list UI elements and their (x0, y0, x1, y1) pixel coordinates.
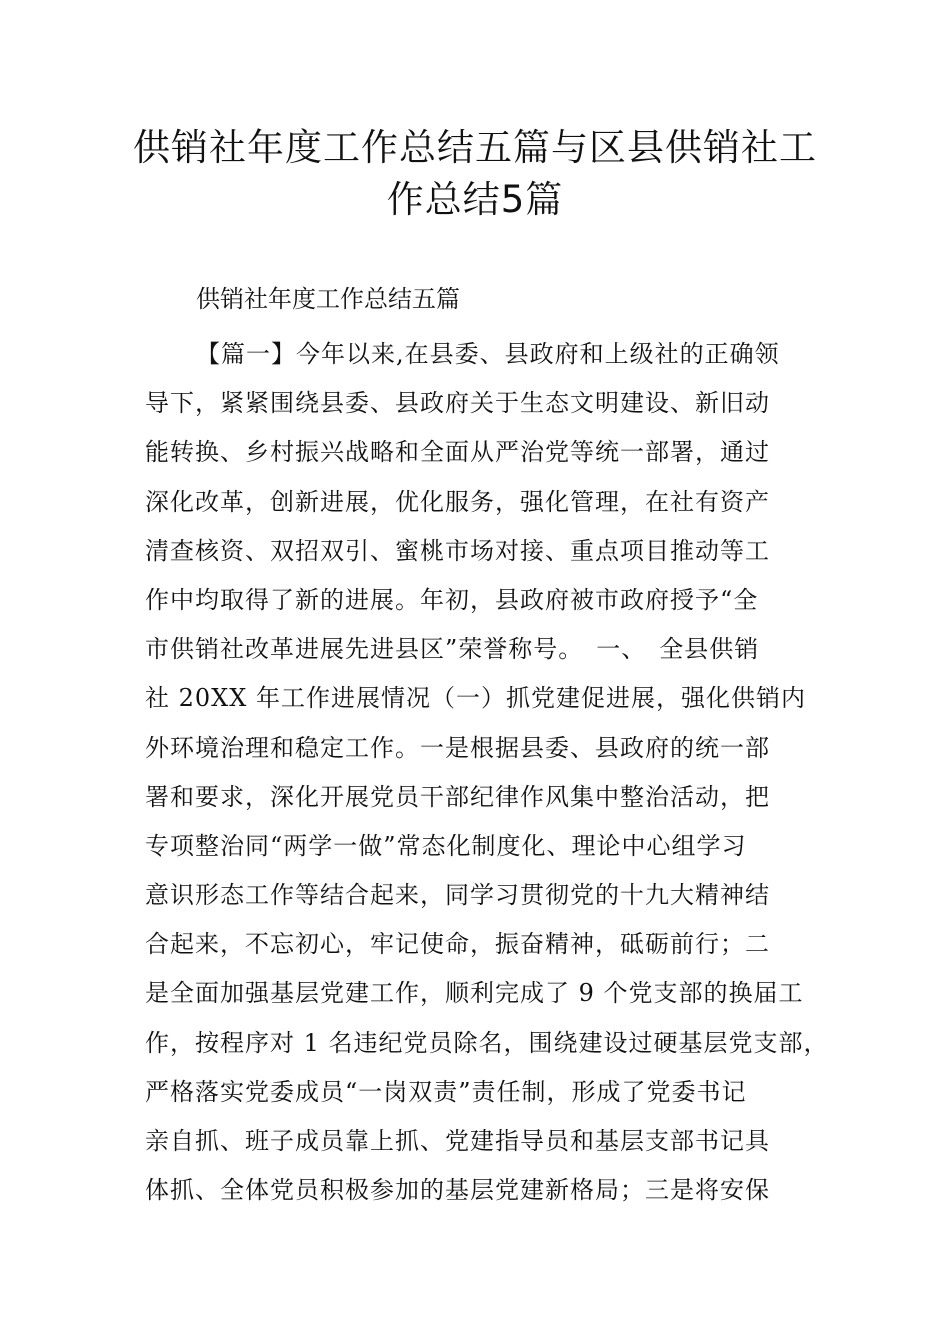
body-line-8: 社 20XX 年工作进展情况（一）抓党建促进展，强化供销内 (145, 684, 806, 713)
section-heading: 供销社年度工作总结五篇 (196, 285, 460, 313)
body-line-7: 市供销社改革进展先进县区”荣誉称号。 一、 全县供销 (145, 635, 760, 664)
body-line-1: 【篇一】今年以来,在县委、县政府和上级社的正确领 (196, 340, 780, 368)
body-line-9: 外环境治理和稳定工作。一是根据县委、县政府的统一部 (145, 733, 770, 762)
title-line-2: 作总结5篇 (386, 178, 564, 221)
title-line-1: 供销社年度工作总结五篇与区县供销社工 (133, 126, 817, 169)
body-text (145, 330, 829, 1215)
body-line-3: 能转换、乡村振兴战略和全面从严治党等统一部署，通过 (145, 438, 770, 467)
body-line-10: 署和要求，深化开展党员干部纪律作风集中整治活动，把 (145, 782, 770, 811)
body-line-12: 意识形态工作等结合起来，同学习贯彻党的十九大精神结 (145, 881, 770, 910)
body-line-17: 亲自抓、班子成员靠上抓、党建指导员和基层支部书记具 (145, 1127, 770, 1155)
body-line-16: 严格落实党委成员“一岗双责”责任制，形成了党委书记 (145, 1077, 747, 1106)
body-line-13: 合起来，不忘初心，牢记使命，振奋精神，砥砺前行；二 (145, 930, 770, 959)
body-line-4: 深化改革，创新进展，优化服务，强化管理，在社有资产 (145, 487, 770, 516)
body-line-15: 作，按程序对 1 名违纪党员除名，围绕建设过硬基层党支部， (145, 1028, 829, 1057)
body-line-2: 导下，紧紧围绕县委、县政府关于生态文明建设、新旧动 (145, 389, 770, 418)
body-line-14: 是全面加强基层党建工作，顺利完成了 9 个党支部的换届工 (145, 979, 804, 1008)
body-line-18: 体抓、全体党员积极参加的基层党建新格局；三是将安保 (145, 1176, 770, 1205)
body-line-11: 专项整治同“两学一做”常态化制度化、理论中心组学习 (145, 831, 747, 860)
document-title (120, 122, 830, 226)
body-line-5: 清查核资、双招双引、蜜桃市场对接、重点项目推动等工 (145, 536, 770, 565)
body-line-6: 作中均取得了新的进展。年初，县政府被市政府授予“全 (145, 585, 759, 614)
